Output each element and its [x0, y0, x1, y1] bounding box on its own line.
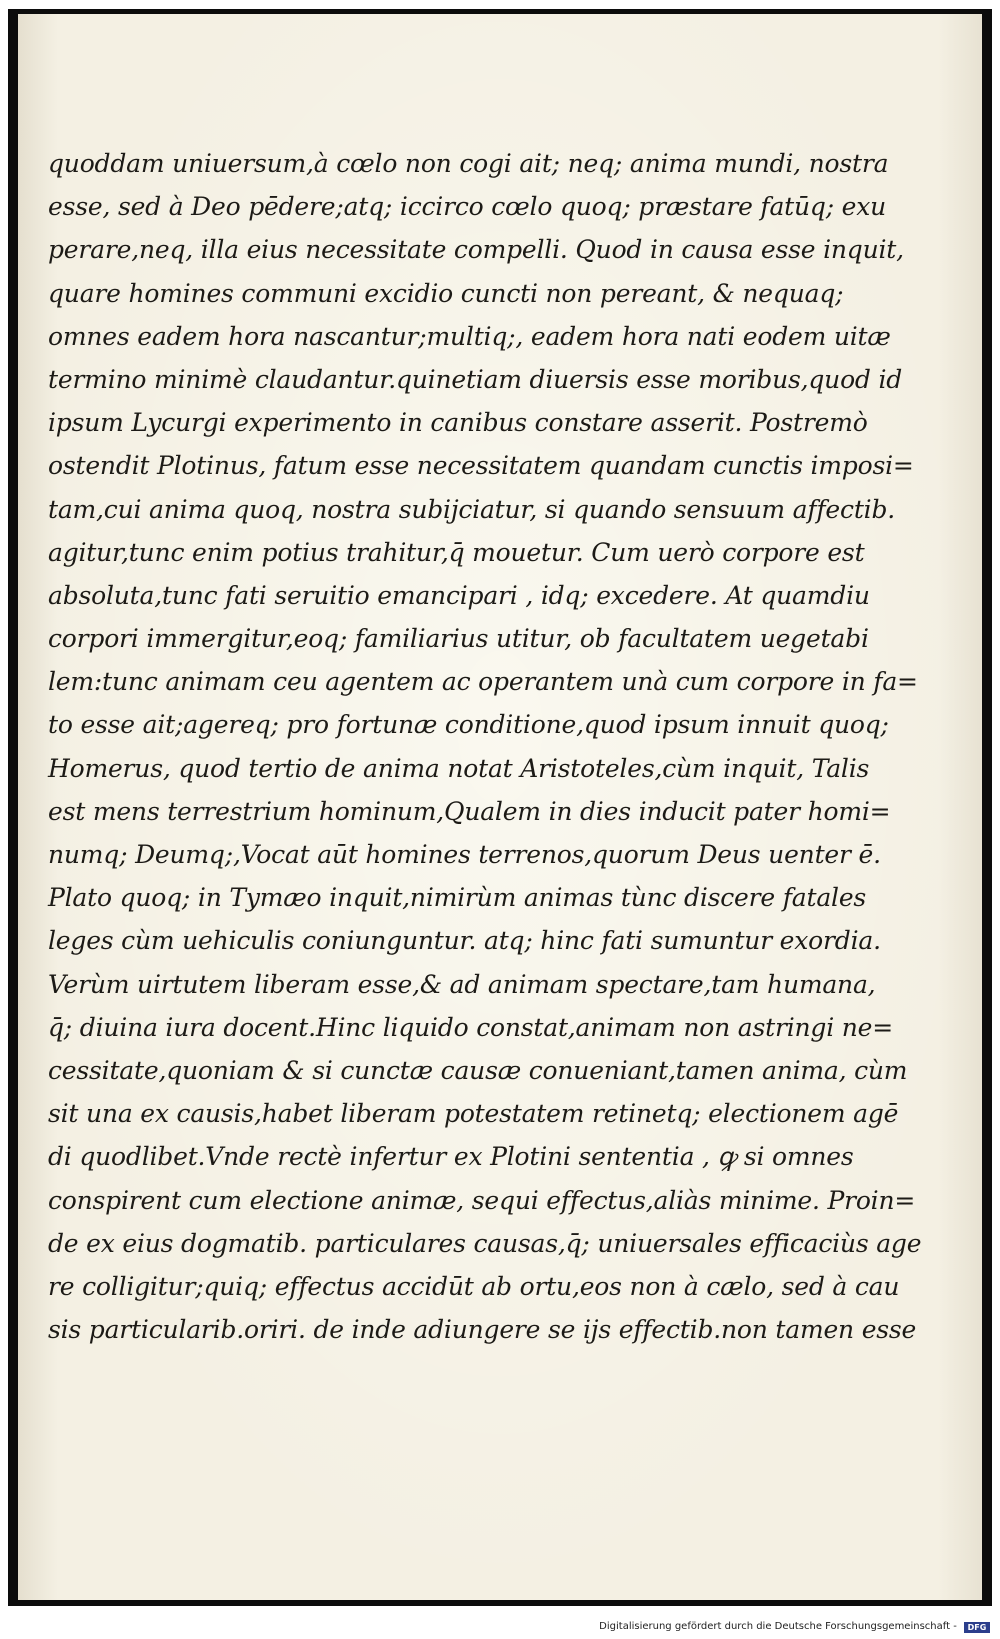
text-line: corpori immergitur,eoq; familiarius utitur, ob facultatem uegetabi — [48, 624, 869, 654]
text-line: Plato quoq; in Tymæo inquit,nimirùm animas tùnc discere fatales — [48, 883, 867, 913]
text-line: re colligitur;quiq; effectus accidūt ab ortu,eos non à cælo, sed à cau — [48, 1271, 900, 1301]
text-line: to esse ait;agereq; pro fortunæ conditione,quod ipsum innuit quoq; — [48, 710, 889, 740]
text-line: sis particularib.oriri. de inde adiungere se ijs effectib.non tamen esse — [48, 1315, 917, 1345]
text-line: ipsum Lycurgi experimento in canibus constare asserit. Postremò — [48, 408, 868, 438]
text-line: termino minimè claudantur.quinetiam diuersis esse moribus,quod id — [48, 364, 903, 394]
text-line: lem:tunc animam ceu agentem ac operantem unà cum corpore in fa= — [48, 667, 918, 697]
text-line: esse, sed à Deo pēdere;atq; iccirco cœlo quoq; præstare fatūq; exu — [48, 192, 887, 222]
text-line: ostendit Plotinus, fatum esse necessitatem quandam cunctis imposi= — [48, 451, 914, 481]
text-line: Homerus, quod tertio de anima notat Aristoteles,cùm inquit, Talis — [48, 753, 870, 783]
text-line: perare,neq, illa eius necessitate compelli. Quod in causa esse inquit, — [48, 235, 904, 265]
text-line: Verùm uirtutem liberam esse,& ad animam spectare,tam humana, — [48, 969, 876, 999]
text-line: numq; Deumq;,Vocat aūt homines terrenos,quorum Deus uenter ē. — [48, 840, 881, 869]
text-line: quare homines communi excidio cuncti non pereant, & nequaq; — [48, 278, 844, 308]
text-line: de ex eius dogmatib. particulares causas,q̄; uniuersales efficaciùs age — [48, 1228, 922, 1258]
credit-text: Digitalisierung gefördert durch die Deutsche Forschungsgemeinschaft - — [599, 1621, 957, 1632]
text-line: est mens terrestrium hominum,Qualem in dies inducit pater homi= — [48, 796, 891, 826]
digitization-credit — [0, 1618, 990, 1636]
text-line: di quodlibet.Vnde rectè infertur ex Plotini sententia , ꝙ si omnes — [48, 1142, 854, 1172]
text-line: leges cùm uehiculis coniunguntur. atq; hinc fati sumuntur exordia. — [48, 926, 881, 956]
text-line: sit una ex causis,habet liberam potestatem retinetq; electionem agē — [48, 1099, 899, 1129]
text-line: omnes eadem hora nascantur;multiq;, eadem hora nati eodem uitæ — [48, 321, 891, 351]
text-line: conspirent cum electione animæ, sequi effectus,aliàs minime. Proin= — [48, 1185, 916, 1215]
text-line: quoddam uniuersum,à cœlo non cogi ait; neq; anima mundi, nostra — [48, 149, 889, 178]
page-text-block — [48, 142, 953, 1351]
text-line: tam,cui anima quoq, nostra subijciatur, si quando sensuum affectib. — [48, 494, 896, 524]
text-line: agitur,tunc enim potius trahitur,q̄ mouetur. Cum uerò corpore est — [48, 537, 865, 567]
text-line: absoluta,tunc fati seruitio emancipari , idq; excedere. At quamdiu — [48, 580, 870, 610]
scanned-page-frame — [8, 9, 992, 1606]
text-line: cessitate,quoniam & si cunctæ causæ conueniant,tamen anima, cùm — [48, 1055, 908, 1085]
text-line: q̄; diuina iura docent.Hinc liquido constat,animam non astringi ne= — [48, 1012, 894, 1042]
dfg-logo: DFG — [964, 1622, 990, 1633]
book-page — [18, 14, 982, 1600]
